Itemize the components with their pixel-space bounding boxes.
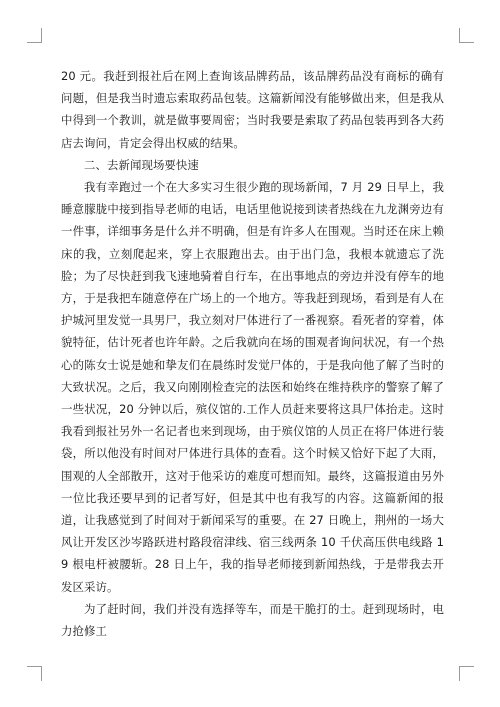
crop-mark-top-left	[27, 28, 42, 43]
section-heading: 二、去新闻现场要快速	[84, 157, 199, 172]
document-page	[61, 65, 444, 642]
paragraph-body: 我有幸跑过一个在大多实习生很少跑的现场新闻，7 月 29 日早上，我睡意朦胧中接到指导老师的电话，电话里他说接到读者热线在九龙渊旁边有一件事，详细事务是什么并不明确，但是有许多人在围观。当时还在床上赖床的我，立刻爬起来，穿上衣服跑出去。由于出门急，我根本就遗忘了洗脸；为了尽快赶到我飞速地骑着自行车，在出事地点的旁边并没有停车的地方，于是我把车随意停在广场上的一个地方。等我赶到现场，看到是有人在护城河里发觉一具男尸，我立刻对尸体进行了一番视察。看死者的穿着，体貌特征，估计死者也许年龄。之后我就向在场的围观者询问状况，有一个热心的陈女士说是她和挚友们在晨练时发觉尸体的，于是我向他了解了当时的大致状况。之后，我又向刚刚检查完的法医和始终在维持秩序的警察了解了一些状况，20 分钟以后，殡仪馆的.工作人员赶来要将这具尸体抬走。这时我看到报社另外一名记者也来到现场，由于殡仪馆的人员正在将尸体进行装袋，所以他没有时间对尸体进行具体的查看。这个时候又恰好下起了大雨，围观的人全部散开，这对于他采访的难度可想而知。最终，这篇报道由另外一位比我还要早到的记者写好，但是其中也有我写的内容。这篇新闻的报道，让我感觉到了时间对于新闻采写的重要。在 27 日晚上，荆州的一场大风让开发区沙岑路跃进村路段宿津线、宿三线两条 10 千伏高压供电线路 19 根电杆被腰斩。28 日上午，我的指导老师接到新闻热线，于是带我去开发区采访。	[61, 180, 444, 594]
crop-mark-top-right	[459, 28, 474, 43]
paragraph-last: 为了赶时间，我们并没有选择等车，而是干脆打的士。赶到现场时，电力抢修工	[61, 601, 444, 639]
paragraph-continuation: 20 元。我赶到报社后在网上查询该品牌药品，该品牌药品没有商标的确有问题，但是我当时遗忘索取药品包装。这篇新闻没有能够做出来，但是我从中得到一个教训，就是做事要周密；当时我要是索取了药品包装再到各大药店去询问，肯定会得出权威的结果。	[61, 69, 444, 150]
crop-mark-bottom-right	[459, 666, 474, 681]
crop-mark-bottom-left	[27, 666, 42, 681]
